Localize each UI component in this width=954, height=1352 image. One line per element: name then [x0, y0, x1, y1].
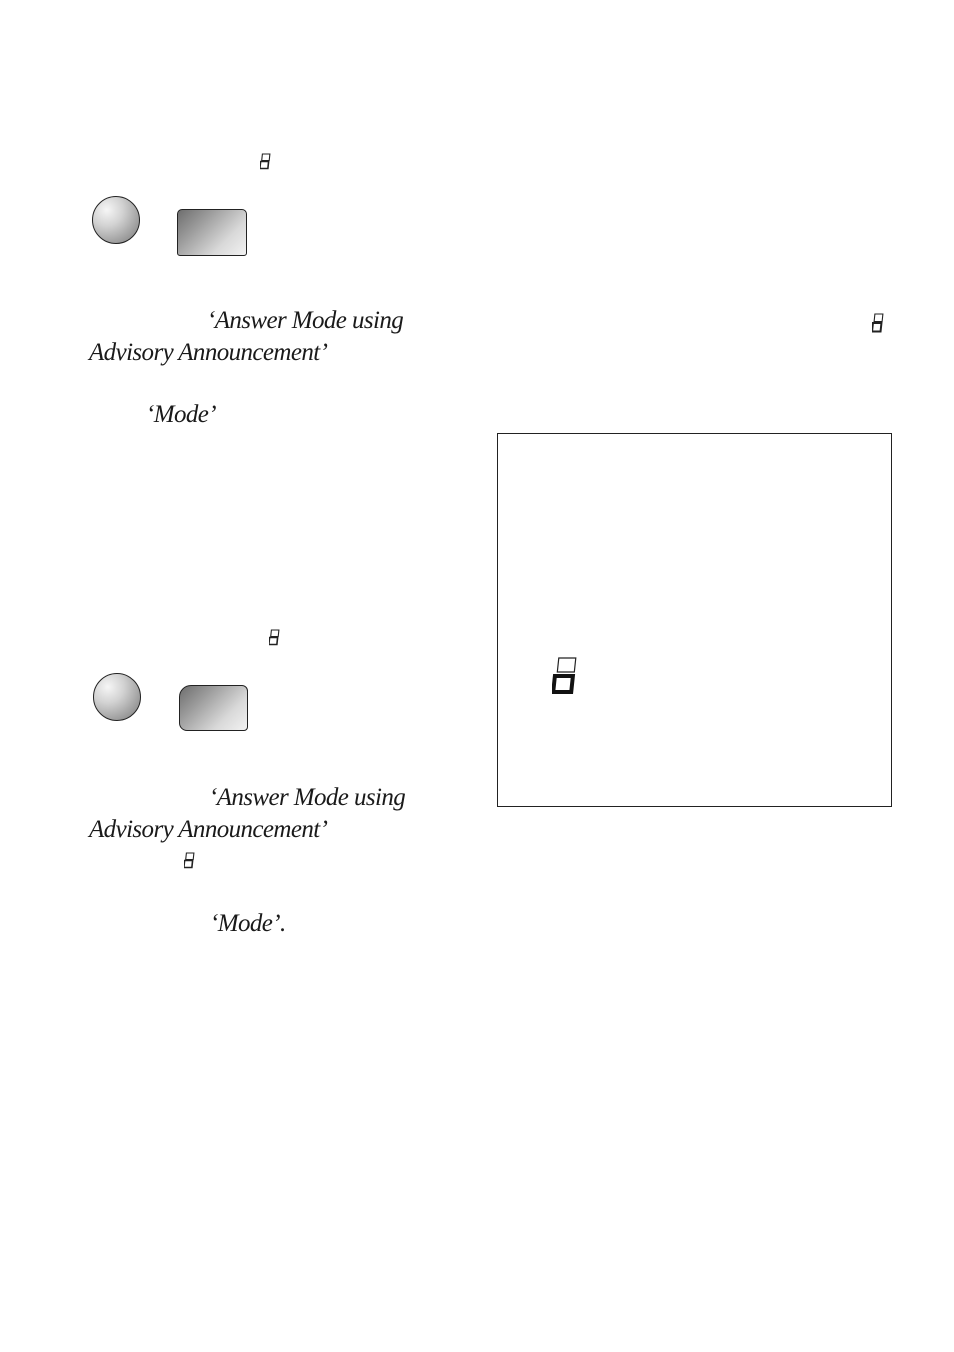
round-button[interactable] [93, 673, 141, 721]
lcd-digit-large-icon [552, 656, 580, 696]
mode-label: ‘Mode’. [210, 910, 286, 937]
display-panel [497, 433, 892, 807]
rect-button[interactable] [177, 209, 247, 256]
answer-mode-text-line1: ‘Answer Mode using [207, 307, 404, 334]
lcd-digit-icon [872, 313, 885, 333]
lcd-digit-icon [269, 629, 281, 646]
lcd-digit-icon [184, 852, 196, 869]
lcd-digit-icon [260, 153, 272, 170]
mode-label: ‘Mode’ [146, 401, 216, 428]
round-button[interactable] [92, 196, 140, 244]
rect-button-rounded[interactable] [179, 685, 248, 731]
answer-mode-text-line2: Advisory Announcement’ [89, 816, 328, 843]
answer-mode-text-line2: Advisory Announcement’ [89, 339, 328, 366]
answer-mode-text-line1: ‘Answer Mode using [209, 784, 406, 811]
